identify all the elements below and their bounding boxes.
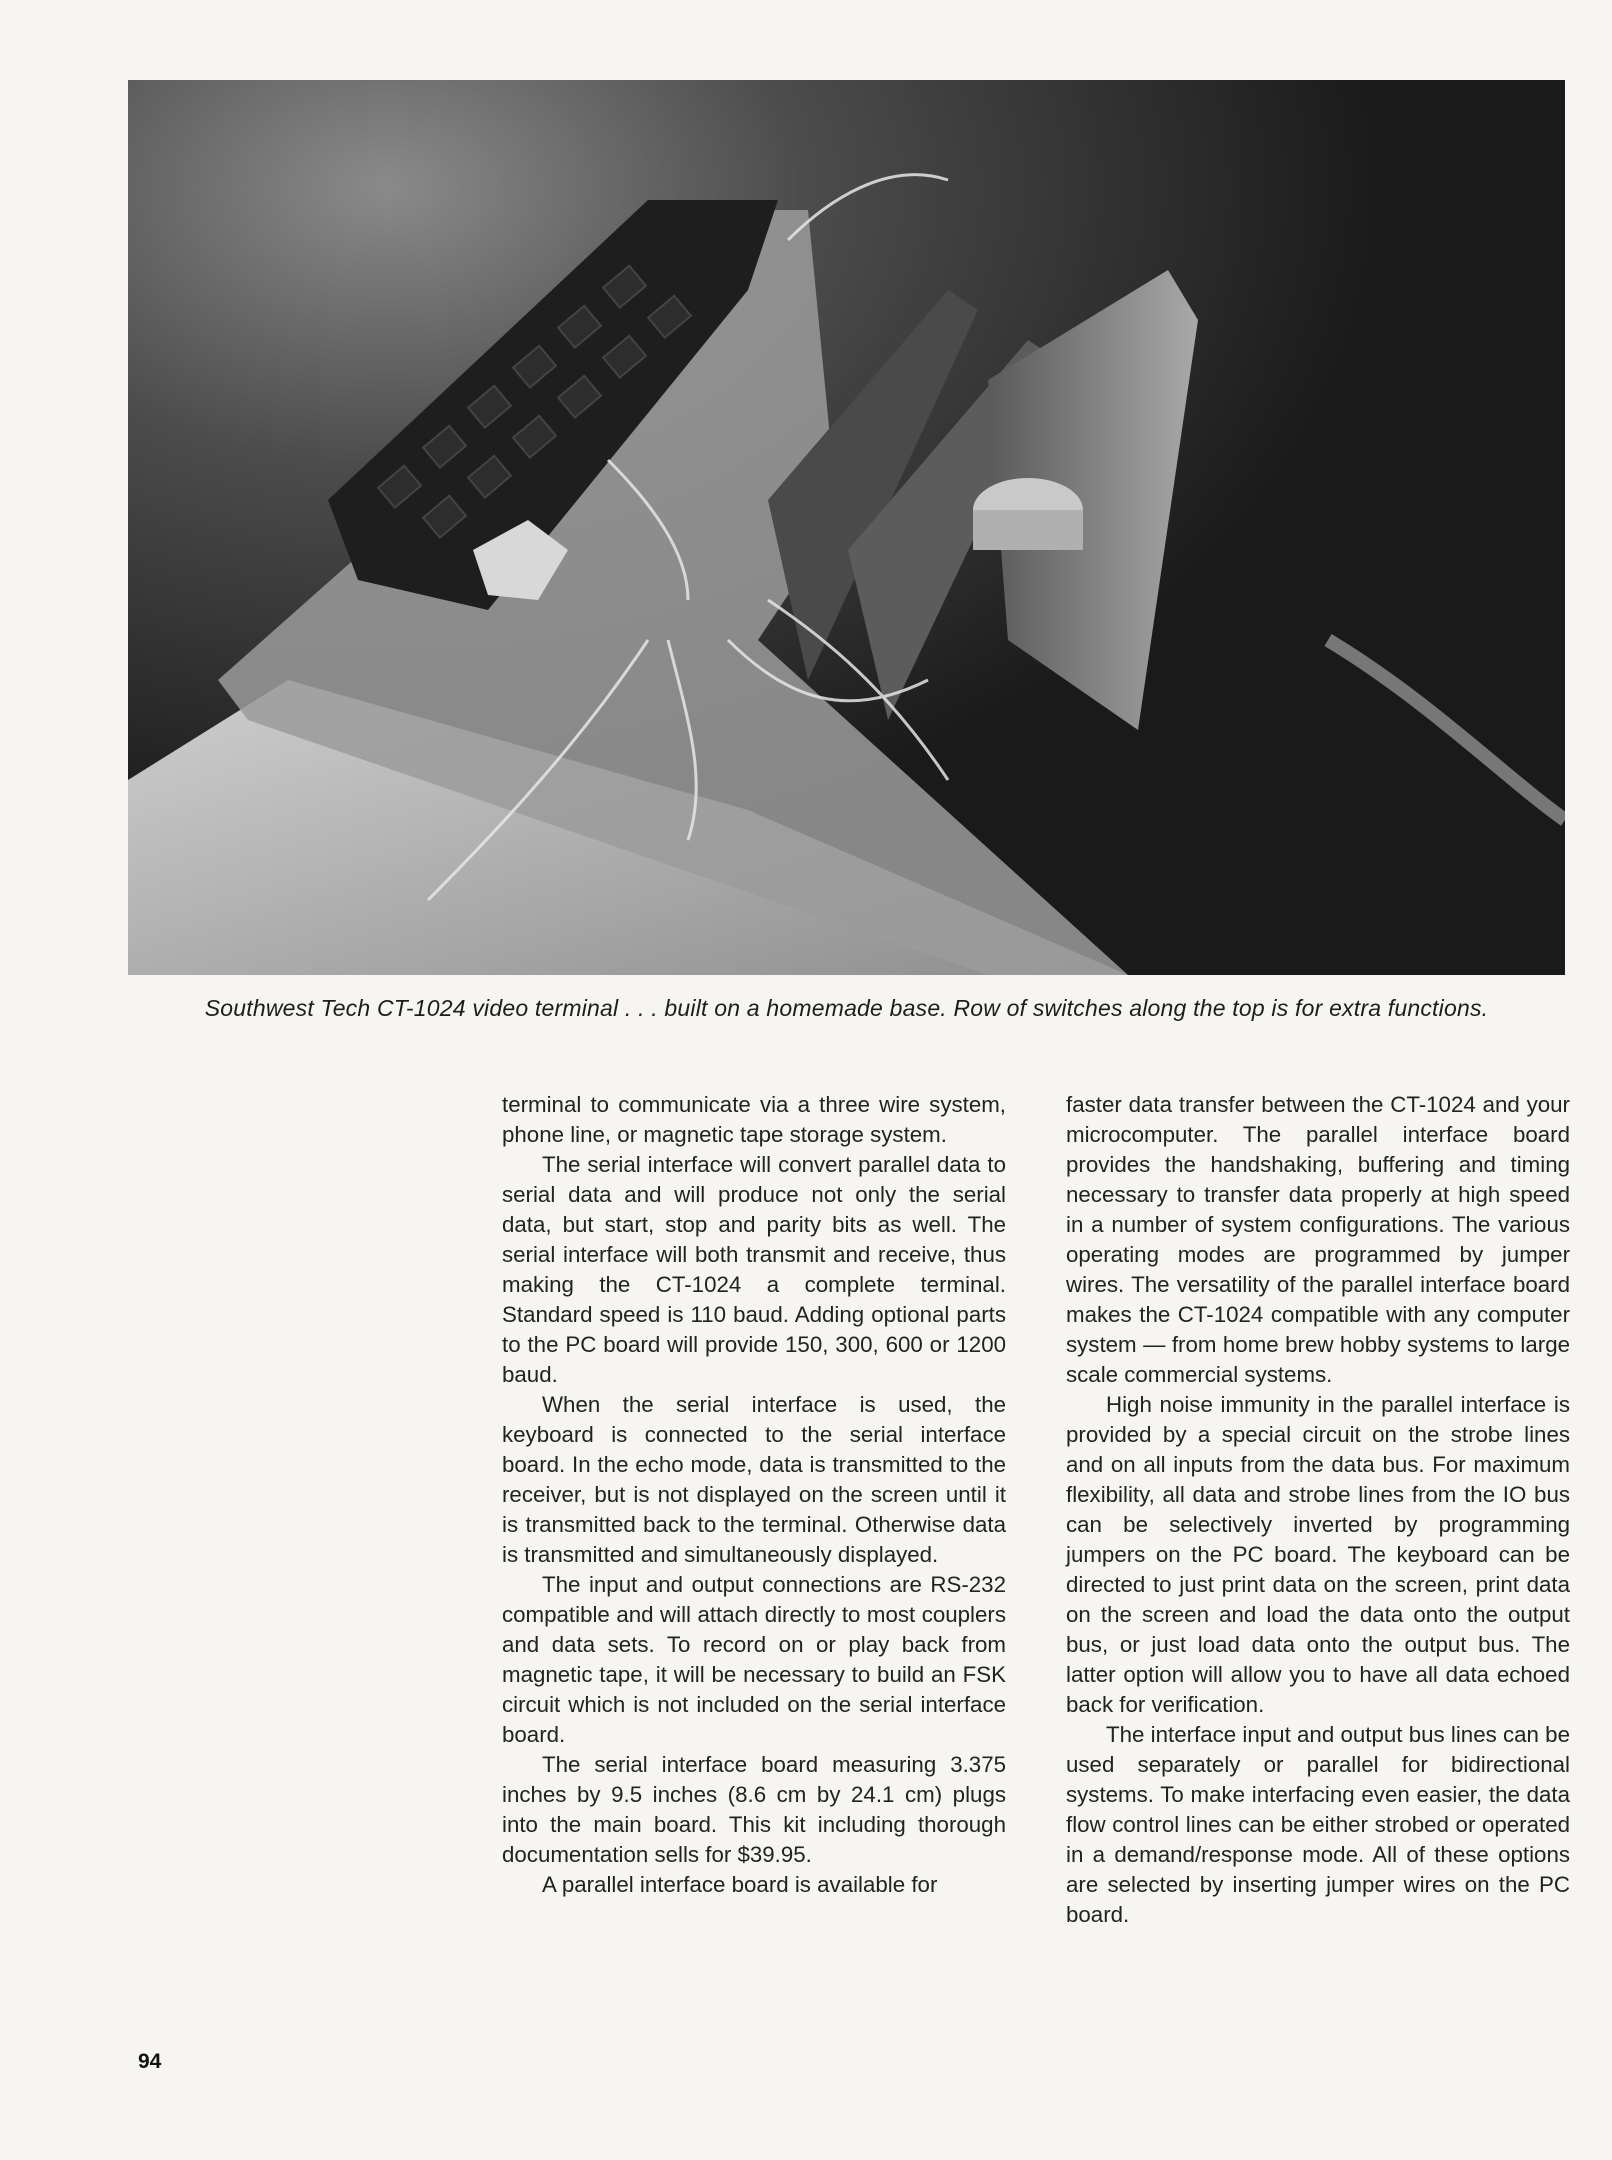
paragraph: A parallel interface board is available for: [542, 1872, 938, 1897]
terminal-photo: [128, 80, 1565, 975]
paragraph: faster data transfer between the CT-1024 and your microcomputer. The parallel interface board provides the handshaking, buffering and timing necessary to transfer data properly at high speed in a number of system configurations. The various operating modes are programmed by jumper wires. The versatility of the parallel interface board makes the CT-1024 compatible with any computer system — from home brew hobby systems to large scale commercial systems.: [1066, 1092, 1570, 1387]
terminal-photo-illustration: [128, 80, 1565, 975]
paragraph: The input and output connections are RS-232 compatible and will attach directly to most couplers and data sets. To record on or play back from magnetic tape, it will be necessary to build an FSK circuit which is not included on the serial interface board.: [502, 1572, 1006, 1747]
paragraph: When the serial interface is used, the keyboard is connected to the serial interface board. In the echo mode, data is transmitted to the receiver, but is not displayed on the screen until it is transmitted back to the terminal. Otherwise data is transmitted and simultaneously displayed.: [502, 1392, 1006, 1567]
article-column-left: [502, 1090, 1006, 1900]
paragraph: The serial interface board measuring 3.375 inches by 9.5 inches (8.6 cm by 24.1 cm) plugs into the main board. This kit including thorough documentation sells for $39.95.: [502, 1752, 1006, 1867]
article-column-right: [1066, 1090, 1570, 1930]
paragraph: The interface input and output bus lines can be used separately or parallel for bidirectional systems. To make interfacing even easier, the data flow control lines can be either strobed or operated in a demand/response mode. All of these options are selected by inserting jumper wires on the PC board.: [1066, 1722, 1570, 1927]
paragraph: The serial interface will convert parallel data to serial data and will produce not only the serial data, but start, stop and parity bits as well. The serial interface will both transmit and receive, thus making the CT-1024 a complete terminal. Standard speed is 110 baud. Adding optional parts to the PC board will provide 150, 300, 600 or 1200 baud.: [502, 1152, 1006, 1387]
power-cable: [1328, 640, 1565, 820]
photo-caption: Southwest Tech CT-1024 video terminal . . . built on a homemade base. Row of switches along the top is for extra functions.: [204, 995, 1489, 1021]
paragraph: High noise immunity in the parallel interface is provided by a special circuit on the strobe lines and on all inputs from the data bus. For maximum flexibility, all data and strobe lines from the IO bus can be selectively inverted by programming jumpers on the PC board. The keyboard can be directed to just print data on the screen, print data on the screen and load the data onto the output bus, or just load data onto the output bus. The latter option will allow you to have all data echoed back for verification.: [1066, 1392, 1570, 1717]
paragraph: terminal to communicate via a three wire system, phone line, or magnetic tape storage system.: [502, 1092, 1006, 1147]
page-number: 94: [138, 2050, 162, 2073]
